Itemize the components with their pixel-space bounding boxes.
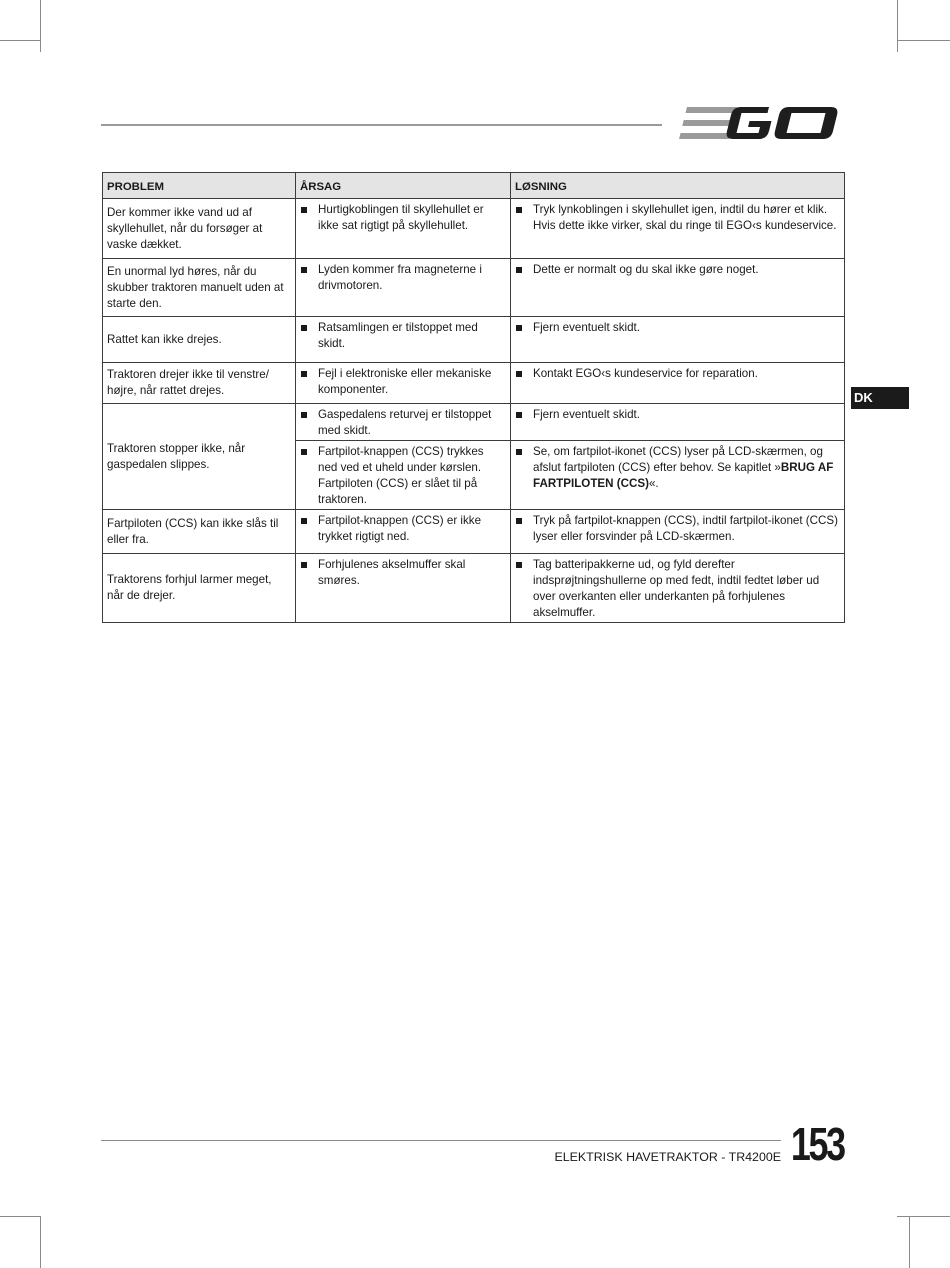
bullet-icon — [301, 325, 307, 331]
language-tab: DK — [851, 387, 909, 409]
crop-mark — [40, 0, 41, 52]
bullet-icon — [516, 207, 522, 213]
crop-mark — [897, 40, 950, 41]
table-row — [103, 554, 845, 623]
table-row — [103, 199, 845, 259]
bullet-icon — [301, 562, 307, 568]
crop-mark — [897, 0, 898, 52]
solution-cell: Fjern eventuelt skidt. — [511, 317, 845, 363]
table-row — [103, 363, 845, 404]
bullet-icon — [516, 325, 522, 331]
solution-text: Se, om fartpilot-ikonet (CCS) lyser på LCD-skærmen, og afslut fartpiloten (CCS) efter behov. Se kapitlet » — [533, 445, 823, 474]
bullet-icon — [516, 267, 522, 273]
solution-cell: Kontakt EGO‹s kundeservice for reparation. — [511, 363, 845, 404]
crop-mark — [909, 1216, 910, 1268]
crop-mark — [897, 1216, 950, 1217]
bullet-icon — [516, 562, 522, 568]
problem-cell: Traktoren drejer ikke til venstre/ højre, når rattet drejes. — [103, 363, 296, 404]
page-number: 153 — [791, 1118, 844, 1170]
bullet-icon — [301, 267, 307, 273]
troubleshooting-table — [102, 172, 845, 623]
header-rule — [101, 124, 662, 126]
problem-cell: Fartpiloten (CCS) kan ikke slås til eller fra. — [103, 510, 296, 554]
chapter-reference: BRUG AF FARTPILOTEN (CCS) — [533, 461, 834, 490]
problem-cell: Traktorens forhjul larmer meget, når de drejer. — [103, 554, 296, 623]
problem-cell: Traktoren stopper ikke, når gaspedalen slippes. — [103, 404, 296, 510]
ego-logo — [672, 103, 844, 143]
header-cause: ÅRSAG — [296, 173, 511, 199]
bullet-icon — [516, 449, 522, 455]
cause-cell: Fejl i elektroniske eller mekaniske komponenter. — [296, 363, 511, 404]
problem-cell: Der kommer ikke vand ud af skyllehullet, når du forsøger at vaske dækket. — [103, 199, 296, 259]
solution-cell: Tryk på fartpilot-knappen (CCS), indtil fartpilot-ikonet (CCS) lyser eller forsvinder på LCD-skærmen. — [511, 510, 845, 554]
problem-cell: En unormal lyd høres, når du skubber traktoren manuelt uden at starte den. — [103, 259, 296, 317]
cause-cell: Hurtigkoblingen til skyllehullet er ikke sat rigtigt på skyllehullet. — [296, 199, 511, 259]
solution-cell: Dette er normalt og du skal ikke gøre noget. — [511, 259, 845, 317]
bullet-icon — [301, 449, 307, 455]
problem-cell: Rattet kan ikke drejes. — [103, 317, 296, 363]
table-row — [103, 510, 845, 554]
cause-cell: Lyden kommer fra magneterne i drivmotoren. — [296, 259, 511, 317]
bullet-icon — [516, 371, 522, 377]
solution-cell: Tryk lynkoblingen i skyllehullet igen, indtil du hører et klik. Hvis dette ikke virker, skal du ringe til EGO‹s kundeservice. — [511, 199, 845, 259]
cause-cell: Forhjulenes akselmuffer skal smøres. — [296, 554, 511, 623]
crop-mark — [0, 40, 41, 41]
cause-cell: Ratsamlingen er tilstoppet med skidt. — [296, 317, 511, 363]
table-row — [103, 317, 845, 363]
crop-mark — [40, 1216, 41, 1268]
solution-cell — [511, 441, 845, 510]
solution-cell: Tag batteripakkerne ud, og fyld derefter indsprøjtningshullerne op med fedt, indtil fedtet løber ud over overkanten eller underkanten på forhjulenes akselmuffer. — [511, 554, 845, 623]
bullet-icon — [516, 518, 522, 524]
bullet-icon — [301, 371, 307, 377]
header-problem: PROBLEM — [103, 173, 296, 199]
crop-mark — [0, 1216, 41, 1217]
footer-rule — [101, 1140, 781, 1141]
header-solution: LØSNING — [511, 173, 845, 199]
bullet-icon — [301, 412, 307, 418]
table-row — [103, 404, 845, 441]
solution-cell: Fjern eventuelt skidt. — [511, 404, 845, 441]
solution-text: «. — [648, 477, 659, 490]
table-header-row — [103, 173, 845, 199]
table-row — [103, 259, 845, 317]
footer-title: ELEKTRISK HAVETRAKTOR - TR4200E — [554, 1150, 781, 1164]
cause-cell: Fartpilot-knappen (CCS) er ikke trykket rigtigt ned. — [296, 510, 511, 554]
bullet-icon — [301, 207, 307, 213]
bullet-icon — [301, 518, 307, 524]
cause-cell: Gaspedalens returvej er tilstoppet med skidt. — [296, 404, 511, 441]
bullet-icon — [516, 412, 522, 418]
cause-cell: Fartpilot-knappen (CCS) trykkes ned ved et uheld under kørslen. Fartpiloten (CCS) er slået til på traktoren. — [296, 441, 511, 510]
